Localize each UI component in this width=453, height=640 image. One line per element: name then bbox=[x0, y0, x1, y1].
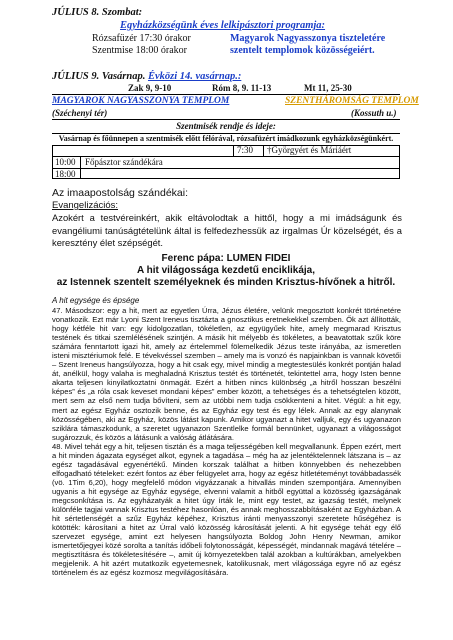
sunday-heading bbox=[52, 71, 241, 82]
schedule-time-left: 10:00 bbox=[55, 157, 76, 167]
schedule-row bbox=[53, 169, 399, 179]
reading-3: Mt 11, 25-30 bbox=[304, 83, 352, 93]
event-desc: Magyarok Nagyasszonya tiszteletére bbox=[230, 33, 386, 44]
saturday-event-descs bbox=[230, 33, 385, 57]
paragraph-47: 47. Másodszor: egy a hit, mert az egyetlen Úrra, Jézus életére, velünk megosztott konkrét történetére vonatkozik. Ezt már Lyoni Szent Ireneus tisztázta a gnosztikus eretnekekkel szemben. Ők azt állították, hogy kétféle hit van: egy kidolgozatlan, tökéletlen, az együgyűek hite, amely megmarad Krisztus testének és titkai szemlélésének szintjén. A másik hit mélyebb és tökéletes, a beavatottak szűk köre számára fenntartott igazi hit, amely az értelemmel fölemelkedik Jézus teste irányába, az ismeretlen isteni misztériumok felé. E tévekvéssel szemben – amely ma is vonzó és napjainkban is vannak követői – Szent Ireneus hangsúlyozza, hogy a hit csak egy, mivel mindig a megtestesülés konkrét pontján halad át, anélkül, hogy valaha is meghaladná Krisztus testét és történetét, tekintettel arra, hogy Isten benne akarta teljesen kinyilatkoztatni önmagát. Ezért a hitben nincs különbség „a hitről hosszan beszélni képes” és „a róla csak keveset mondani képes” ember között, a tehetséges és a tehetségtelen között, mert sem az első nem tudja bővíteni, sem az utóbbi nem tudja csökkenteni a hitet. Végül: a hit egy, mert az egész Egyház osztozik benne, és az Egyház egy test és egy lélek. Annak az egy alanynak közösségében, aki az Egyház, közös látást kapunk. Amikor ugyanazt a hitet valljuk, egy és ugyanazon sziklára támaszkodunk, a szeretet ugyanazon Szentlelke formál bennünket, ugyanazt a világosságot sugározzuk, és közös a látásunk a valóság átlátására. bbox=[52, 306, 401, 442]
paragraph-48: 48. Mivel tehát egy a hit, teljesen tisztán és a maga teljességében kell megvallanunk. Éppen ezért, mert a hit minden ágazata egységet alkot, egynek a tagadása – még ha az jelentéktelennek látszana is – az egész tagadásával egyenértékű. Minden korszak találhat a hitben könnyebben és nehezebben elfogadható tételeket: ezért fontos az éber felügyelet arra, hogy az egész hitletéteményt továbbadassék (vö. 1Tim 6,20), hogy megfelelő módon vigyázzanak a hitvallás minden szempontjára. Amennyiben ugyanis a hit egysége az Egyház egysége, elvenni valamit a hitből együttal a közösség igazságának megcsonkítása is. Az egyházatyák a hitet úgy írták le, mint egy testet, az igazság testét, melynek különféle tagjai vannak Krisztus testéhez hasonlóan, és annak meghosszabbításaként az Egyházban. A hit sértetlenségét a szűz Egyház képéhez, Krisztus iránti menyasszonyi szeretete hűségéhez is kötötték: károsítani a hitet az Úrral való közösség károsítását jelenti. A hit egysége tehát egy élő szervezet egysége, amint ezt helyesen hangsúlyozta Boldog John Henry Newman, amikor ismertetőjegyei közé sorolta a tanítás időbeli folytonosságát, képességét, mindannak magává tételére – megtisztításra és tökéletesítésére –, amit új környezetekben talál azokban a kultúrákban, amelyekben megjelenik. A hit azért mutatkozik egyetemesnek, katolikusnak, mert világossága egyre nő az egész történelem és az egész kozmosz megvilágosítására. bbox=[52, 441, 401, 578]
program-title: Egyházközségünk éves lelkipásztori programja: bbox=[120, 20, 326, 31]
encyclical-title-line3: az Istennek szentelt személyeknek és minden Krisztus-hívőnek a hitről. bbox=[56, 277, 396, 288]
event-label: Rózsafüzér 17:30 órakor bbox=[92, 33, 191, 44]
saturday-event-labels bbox=[92, 33, 191, 57]
event-desc: szentelt templomok közösségeiért. bbox=[230, 45, 375, 56]
apostolate-subheading: Evangelizációs: bbox=[52, 200, 119, 211]
schedule-text-right: †Györgyért és Máriáért bbox=[263, 145, 351, 156]
schedule-time-right: 7:30 bbox=[233, 145, 253, 156]
sunday-notice: Vasárnap és főünnepen a szentmisék előtt félórával, rózsafüzért imádkozunk egyházközségünkért. bbox=[58, 134, 394, 143]
encyclical-title-line2: A hit világossága kezdetű enciklikája, bbox=[136, 265, 316, 276]
schedule-text-left: Főpásztor szándékára bbox=[85, 157, 163, 167]
encyclical-title-line1: Ferenc pápa: LUMEN FIDEI bbox=[161, 253, 291, 264]
schedule-time-left: 18:00 bbox=[55, 169, 76, 179]
church-right: SZENTHÁROMSÁG TEMPLOM bbox=[285, 96, 419, 106]
sunday-label: Évközi 14. vasárnap.: bbox=[147, 71, 242, 82]
church-left: MAGYAROK NAGYASSZONYA TEMPLOM bbox=[52, 96, 230, 106]
reading-2: Róm 8, 9. 11-13 bbox=[212, 83, 272, 93]
schedule-table bbox=[52, 145, 400, 179]
encyclical-body bbox=[52, 306, 401, 636]
address-right: (Kossuth u.) bbox=[351, 108, 397, 118]
apostolate-heading: Az imaapostolság szándékai: bbox=[52, 187, 188, 199]
section-title: A hit egysége és épsége bbox=[52, 296, 140, 305]
reading-1: Zak 9, 9-10 bbox=[128, 83, 172, 93]
saturday-date-heading: JÚLIUS 8. Szombat: bbox=[52, 7, 143, 18]
schedule-row bbox=[53, 146, 399, 157]
apostolate-text: Azokért a testvéreinkért, akik eltávolodtak a hittől, hogy a mi imádságunk és evangéliumi tanúságtételünk által is felfedezhessük az irgalmas Úr közelségét, és a keresztény élet szépségét. bbox=[52, 212, 402, 249]
readings-row bbox=[52, 83, 400, 95]
encyclical-title bbox=[40, 253, 412, 289]
address-left: (Széchenyi tér) bbox=[52, 108, 108, 118]
event-label: Szentmise 18:00 órakor bbox=[92, 45, 187, 56]
schedule-row bbox=[53, 157, 399, 169]
sunday-date-heading: JÚLIUS 9. Vasárnap. bbox=[52, 71, 146, 82]
mass-intentions-title: Szentmisék rendje és ideje: bbox=[52, 119, 400, 134]
